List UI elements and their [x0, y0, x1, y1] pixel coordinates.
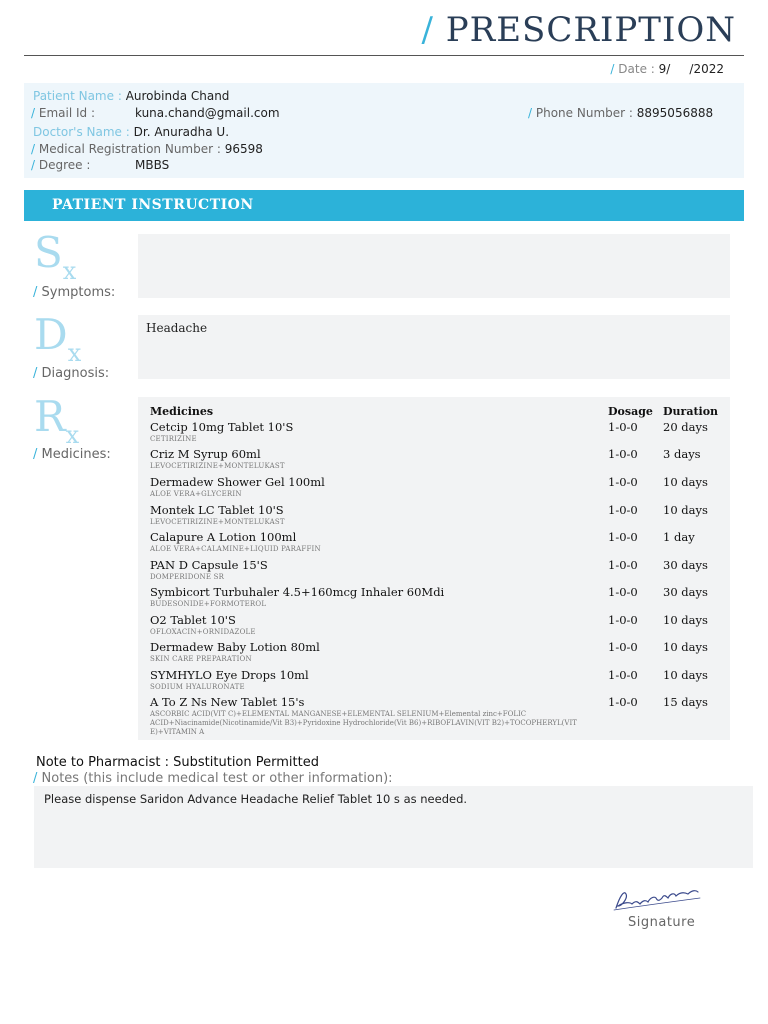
medicine-composition: DOMPERIDONE SR [150, 573, 225, 581]
notes-label-text: Notes (this include medical test or other information): [41, 771, 393, 786]
reg-slash: / [31, 142, 36, 156]
medicine-composition: ASCORBIC ACID(VIT C)+ELEMENTAL MANGANESE+ELEMENTAL SELENIUM+Elemental zinc+FOLIC ACID+Niacinamide(Nicotinamide/Vit B3)+Pyridoxine Hydrochloride(Vit B6)+RIBOFLAVIN(VIT B2)+TOCOPHERYL(VIT E)+VITAMIN A [150, 710, 577, 736]
medicine-duration: 10 days [663, 613, 708, 627]
medicine-name: SYMHYLO Eye Drops 10ml [150, 668, 309, 682]
medicine-composition: SKIN CARE PREPARATION [150, 655, 252, 663]
patient-instruction-bar [24, 190, 744, 221]
dx-symbol [34, 310, 81, 367]
medicine-row [138, 585, 730, 612]
medicine-duration: 1 day [663, 530, 695, 544]
symptoms-label [33, 285, 115, 300]
medicine-name: O2 Tablet 10'S [150, 613, 236, 627]
medicine-row [138, 530, 730, 557]
notes-label [33, 771, 393, 786]
medicine-name: Calapure A Lotion 100ml [150, 530, 297, 544]
medicine-row [138, 640, 730, 667]
title-slash: / [421, 10, 434, 50]
patient-name-row [33, 89, 229, 103]
medicines-header: Medicines [150, 405, 214, 418]
doctor-name-row [33, 125, 229, 139]
title-divider [24, 55, 744, 56]
signature-scribble [610, 880, 710, 916]
medicine-dosage: 1-0-0 [608, 420, 638, 434]
medicine-row [138, 503, 730, 530]
dx-sub: x [67, 339, 82, 367]
medicine-dosage: 1-0-0 [608, 695, 638, 709]
patient-instruction-title: PATIENT INSTRUCTION [52, 197, 254, 213]
medicine-dosage: 1-0-0 [608, 447, 638, 461]
rx-sub: x [65, 421, 80, 449]
medicine-name: Symbicort Turbuhaler 4.5+160mcg Inhaler 60Mdi [150, 585, 445, 599]
phone-slash: / [528, 106, 533, 120]
medicine-composition: SODIUM HYALURONATE [150, 683, 245, 691]
rx-symbol [34, 392, 79, 449]
medicine-dosage: 1-0-0 [608, 503, 638, 517]
medicine-dosage: 1-0-0 [608, 613, 638, 627]
dx-letter: D [34, 310, 68, 359]
medicine-duration: 3 days [663, 447, 701, 461]
degree-slash: / [31, 158, 36, 172]
diagnosis-slash: / [33, 366, 38, 381]
medicine-composition: ALOE VERA+GLYCERIN [150, 490, 242, 498]
medicine-composition: BUDESONIDE+FORMOTEROL [150, 600, 267, 608]
medicine-name: A To Z Ns New Tablet 15's [150, 695, 305, 709]
email-value-row [135, 106, 280, 120]
dosage-header: Dosage [608, 405, 653, 418]
medicine-composition: LEVOCETIRIZINE+MONTELUKAST [150, 518, 285, 526]
degree-row [31, 158, 90, 172]
date-slash: / [610, 62, 615, 76]
title-text: PRESCRIPTION [445, 10, 736, 50]
medicine-duration: 10 days [663, 668, 708, 682]
page-title [421, 10, 736, 50]
medicine-dosage: 1-0-0 [608, 585, 638, 599]
symptoms-label-text: Symptoms: [41, 285, 116, 300]
medicines-label [33, 447, 111, 462]
medicine-duration: 10 days [663, 503, 708, 517]
medicine-composition: ALOE VERA+CALAMINE+LIQUID PARAFFIN [150, 545, 321, 553]
medicine-composition: OFLOXACIN+ORNIDAZOLE [150, 628, 256, 636]
date-day-month: 9/ [658, 62, 671, 76]
patient-name: Aurobinda Chand [125, 89, 230, 103]
medicines-slash: / [33, 447, 38, 462]
patient-phone: 8895056888 [636, 106, 714, 120]
sx-symbol [34, 228, 76, 285]
notes-slash: / [33, 771, 38, 786]
medicine-name: Cetcip 10mg Tablet 10'S [150, 420, 294, 434]
registration-number: 96598 [224, 142, 263, 156]
doctor-name-label: Doctor's Name : [33, 125, 130, 139]
notes-text: Please dispense Saridon Advance Headache Relief Tablet 10 s as needed. [44, 792, 468, 806]
medicine-duration: 10 days [663, 475, 708, 489]
medicine-name: PAN D Capsule 15'S [150, 558, 268, 572]
note-to-pharmacist: Note to Pharmacist : Substitution Permitted [36, 755, 319, 770]
symptoms-panel [138, 234, 730, 298]
diagnosis-panel [138, 315, 730, 379]
date-row [610, 62, 724, 76]
medicine-duration: 10 days [663, 640, 708, 654]
email-label: Email Id : [38, 106, 95, 120]
duration-header: Duration [663, 405, 719, 418]
medicine-dosage: 1-0-0 [608, 530, 638, 544]
medicine-duration: 30 days [663, 558, 708, 572]
email-slash: / [31, 106, 36, 120]
medicine-dosage: 1-0-0 [608, 475, 638, 489]
symptoms-slash: / [33, 285, 38, 300]
medicine-duration: 20 days [663, 420, 708, 434]
sx-sub: x [62, 257, 77, 285]
medicines-panel [138, 397, 730, 740]
medicine-row [138, 475, 730, 502]
medicine-name: Dermadew Shower Gel 100ml [150, 475, 325, 489]
degree-value-row [135, 158, 169, 172]
medicine-composition: CETIRIZINE [150, 435, 197, 443]
date-year: /2022 [689, 62, 724, 76]
medicine-dosage: 1-0-0 [608, 558, 638, 572]
medicine-name: Montek LC Tablet 10'S [150, 503, 284, 517]
phone-row [528, 106, 713, 120]
medicine-row [138, 447, 730, 474]
diagnosis-text: Headache [146, 321, 208, 335]
medicine-duration: 30 days [663, 585, 708, 599]
medicines-label-text: Medicines: [41, 447, 111, 462]
registration-row [31, 142, 263, 156]
degree-label: Degree : [38, 158, 91, 172]
medicine-row [138, 420, 730, 447]
medicine-duration: 15 days [663, 695, 708, 709]
diagnosis-label [33, 366, 109, 381]
rx-letter: R [34, 392, 66, 441]
medicine-row [138, 695, 730, 739]
sx-letter: S [34, 228, 63, 277]
patient-doctor-info [24, 83, 744, 178]
registration-label: Medical Registration Number : [38, 142, 221, 156]
medicine-row [138, 613, 730, 640]
diagnosis-label-text: Diagnosis: [41, 366, 110, 381]
medicine-dosage: 1-0-0 [608, 640, 638, 654]
notes-panel [34, 786, 753, 868]
date-label: Date : [618, 62, 655, 76]
medicine-composition: LEVOCETIRIZINE+MONTELUKAST [150, 462, 285, 470]
doctor-degree: MBBS [135, 158, 170, 172]
medicine-name: Criz M Syrup 60ml [150, 447, 261, 461]
patient-name-label: Patient Name : [33, 89, 122, 103]
medicine-dosage: 1-0-0 [608, 668, 638, 682]
email-row [31, 106, 95, 120]
signature-label: Signature [628, 915, 696, 930]
doctor-name: Dr. Anuradha U. [133, 125, 230, 139]
phone-label: Phone Number : [535, 106, 633, 120]
patient-email: kuna.chand@gmail.com [135, 106, 280, 120]
medicine-row [138, 668, 730, 695]
medicine-row [138, 558, 730, 585]
medicine-name: Dermadew Baby Lotion 80ml [150, 640, 320, 654]
